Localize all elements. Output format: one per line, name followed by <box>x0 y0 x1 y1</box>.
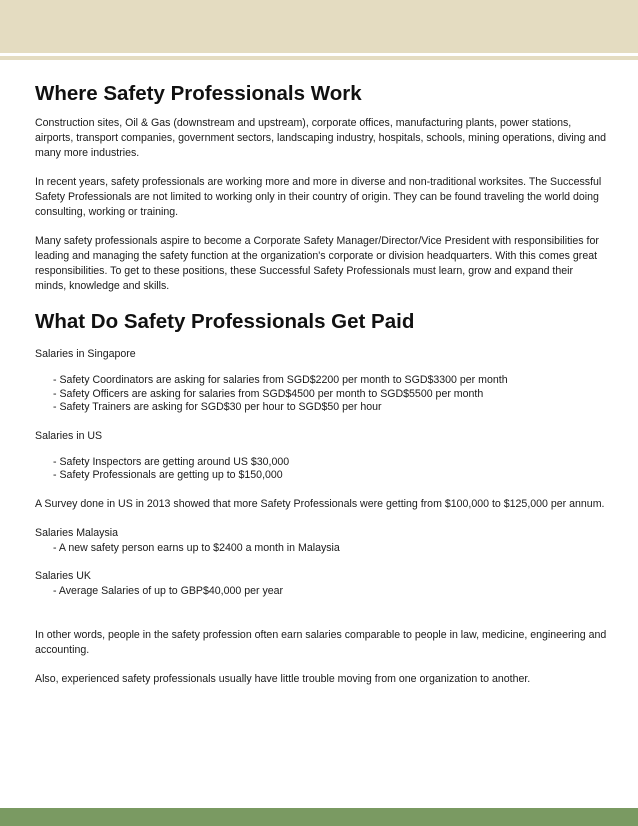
list-uk <box>35 585 607 599</box>
header-band <box>0 0 638 53</box>
header-divider <box>0 56 638 60</box>
footer-band <box>0 808 638 826</box>
spacer <box>35 614 607 628</box>
list-singapore <box>35 374 607 415</box>
list-item: - Safety Officers are asking for salaries from SGD$4500 per month to SGD$5500 per month <box>53 388 607 402</box>
paragraph-aspirations: Many safety professionals aspire to become a Corporate Safety Manager/Director/Vice President with responsibilities for leading and managing the safety function at the organization's corporate or division headquarters. With this comes great responsibilities. To get to these positions, these Successful Safety Professionals must learn, grow and expand their minds, knowledge and skills. <box>35 235 599 292</box>
list-malaysia <box>35 542 607 556</box>
label-uk: Salaries UK <box>35 570 91 582</box>
list-item: - Safety Professionals are getting up to $150,000 <box>53 469 607 483</box>
label-malaysia: Salaries Malaysia <box>35 526 119 539</box>
list-item: - Safety Trainers are asking for SGD$30 per hour to SGD$50 per hour <box>53 401 607 415</box>
paragraph-survey: A Survey done in US in 2013 showed that more Safety Professionals were getting from $100,000 to $125,000 per annum. <box>35 497 605 510</box>
paragraph-mobility: Also, experienced safety professionals usually have little trouble moving from one organization to another. <box>35 672 531 685</box>
label-us: Salaries in US <box>35 429 103 442</box>
document-body <box>35 80 607 701</box>
list-item: - Safety Inspectors are getting around US $30,000 <box>53 456 607 470</box>
list-item: - A new safety person earns up to $2400 a month in Malaysia <box>53 542 607 556</box>
label-singapore: Salaries in Singapore <box>35 348 136 360</box>
list-item: - Safety Coordinators are asking for salaries from SGD$2200 per month to SGD$3300 per month <box>53 374 607 388</box>
paragraph-recent-years: In recent years, safety professionals are working more and more in diverse and non-traditional worksites. The Successful Safety Professionals are not limited to working only in their country of origin. They can be found traveling the world doing consulting, working or training. <box>35 176 602 218</box>
section-title-work: Where Safety Professionals Work <box>35 82 362 105</box>
section-title-pay: What Do Safety Professionals Get Paid <box>35 310 415 333</box>
list-item: - Average Salaries of up to GBP$40,000 per year <box>53 585 607 599</box>
paragraph-worksites: Construction sites, Oil & Gas (downstream and upstream), corporate offices, manufacturing plants, power stations, airports, transport companies, government sectors, landscaping industry, hospitals, schools, mining operations, diving and many more industries. <box>35 117 606 159</box>
list-us <box>35 456 607 483</box>
paragraph-comparable: In other words, people in the safety profession often earn salaries comparable to people in law, medicine, engineering and accounting. <box>35 628 607 656</box>
